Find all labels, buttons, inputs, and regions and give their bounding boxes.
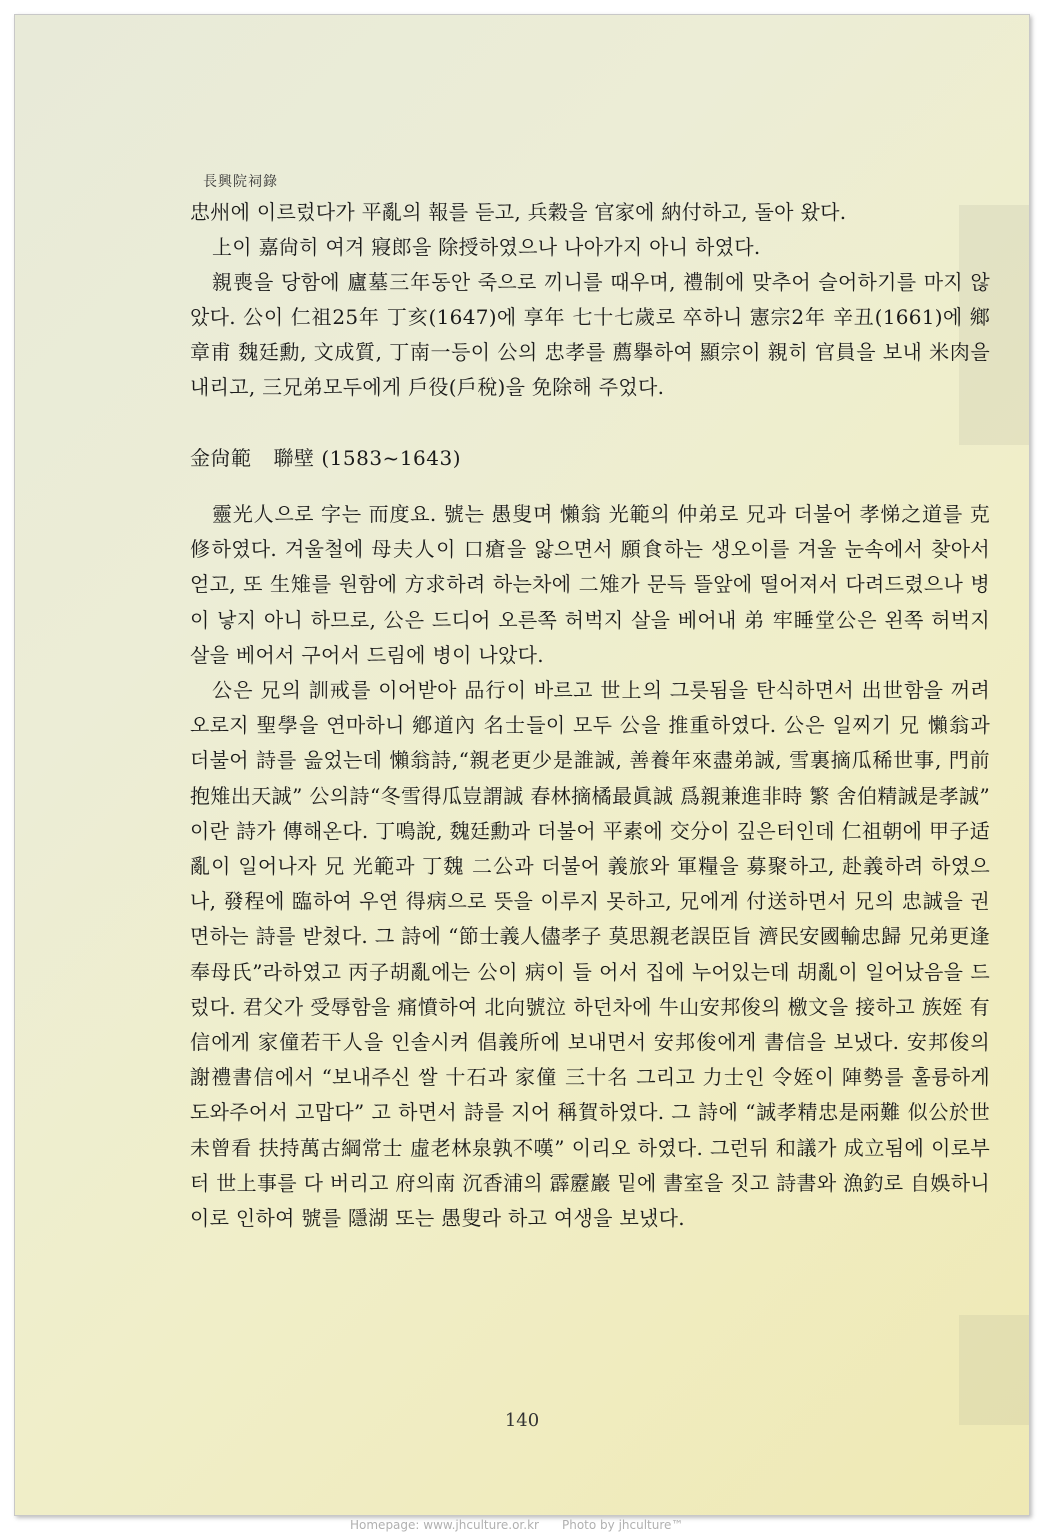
running-title: 長興院祠錄	[203, 174, 278, 190]
photo-credit: Photo by jhculture™	[562, 1518, 684, 1532]
footer	[0, 1514, 1046, 1534]
page-body	[190, 195, 990, 1236]
section-heading	[190, 441, 990, 475]
page-number: 140	[504, 1410, 540, 1431]
life-years: (1583~1643)	[321, 446, 462, 470]
paragraph-block-a	[190, 195, 990, 405]
paragraph: 忠州에 이르렀다가 平亂의 報를 듣고, 兵穀을 官家에 納付하고, 돌아 왔다.	[190, 200, 847, 224]
paragraph: 親喪을 당함에 廬墓三年동안 죽으로 끼니를 때우며, 禮制에 맞추어 슬어하기를 마지 않았다. 公이 仁祖25年 丁亥(1647)에 享年 七十七歲로 卒하니 憲宗2年 辛丑(1661)에 鄉章甫 魏廷勳, 文成質, 丁南一등이 公의 忠孝를 薦擧하여 顯宗이 親히 官員을 보내 米肉을 내리고, 三兄弟모두에게 戶役(戶稅)을 免除해 주었다.	[190, 270, 990, 399]
facing-page-bleed-lower	[959, 1315, 1029, 1425]
paragraph: 上이 嘉尙히 여겨 寢郎을 除授하였으나 나아가지 아니 하였다.	[212, 235, 761, 259]
paragraph-block-b	[190, 497, 990, 1236]
person-name: 金尙範	[190, 446, 252, 470]
pen-name: 聯壁	[273, 446, 315, 470]
paragraph: 靈光人으로 字는 而度요. 號는 愚叟며 懶翁 光範의 仲弟로 兄과 더불어 孝悌之道를 克修하였다. 겨울철에 母夫人이 口瘡을 앓으면서 願食하는 생오이를 겨울 눈속에서 찾아서 얻고, 또 生雉를 원함에 方求하려 하는차에 二雉가 문득 뜰앞에 떨어져서 다려드렸으나 병이 낳지 아니 하므로, 公은 드디어 오른쪽 허벅지 살을 베어내 弟 牢睡堂公은 왼쪽 허벅지 살을 베어서 구어서 드림에 병이 나았다.	[190, 502, 990, 667]
paragraph: 公은 兄의 訓戒를 이어받아 品行이 바르고 世上의 그릇됨을 탄식하면서 出世함을 꺼려 오로지 聖學을 연마하니 鄕道內 名士들이 모두 公을 推重하였다. 公은 일찌기 兄 懶翁과 더불어 詩를 읊었는데 懶翁詩,“親老更少是誰誠, 善養年來盡弟誠, 雪裏摘瓜稀世事, 門前抱雉出天誠” 公의詩“冬雪得瓜豈謂誠 春林摘橘最眞誠 爲親兼進非時 繁 舍伯精誠是孝誠” 이란 詩가 傳해온다. 丁鳴說, 魏廷勳과 더불어 平素에 交分이 깊은터인데 仁祖朝에 甲子适亂이 일어나자 兄 光範과 丁魏 二公과 더불어 義旅와 軍糧을 募聚하고, 赴義하려 하였으나, 發程에 臨하여 우연 得病으로 뜻을 이루지 못하고, 兄에게 付送하면서 兄의 忠誠을 권면하는 詩를 받쳤다. 그 詩에 “節士義人儘孝子 莫思親老誤臣旨 濟民安國輸忠歸 兄弟更逢奉母氏”라하였고 丙子胡亂에는 公이 病이 들 어서 집에 누어있는데 胡亂이 일어났음을 드렀다. 君父가 受辱함을 痛憤하여 北向號泣 하던차에 牛山安邦俊의 檄文을 接하고 族姪 有信에게 家僮若干人을 인솔시켜 倡義所에 보내면서 安邦俊에게 書信을 보냈다. 安邦俊의 謝禮書信에서 “보내주신 쌀 十石과 家僮 三十名 그리고 力士인 令姪이 陣勢를 훌륭하게 도와주어서 고맙다” 고 하면서 詩를 지어 稱賀하였다. 그 詩에 “誠孝精忠是兩難 似公於世未曾看 扶持萬古綱常士 虛老林泉孰不嘆” 이리오 하였다. 그런뒤 和議가 成立됨에 이로부터 世上事를 다 버리고 府의南 沉香浦의 霹靂巖 밑에 書室을 짓고 詩書와 漁釣로 自娛하니 이로 인하여 號를 隱湖 또는 愚叟라 하고 여생을 보냈다.	[190, 678, 990, 1231]
homepage-credit: Homepage: www.jhculture.or.kr	[350, 1518, 539, 1532]
photo-frame	[14, 14, 1030, 1516]
